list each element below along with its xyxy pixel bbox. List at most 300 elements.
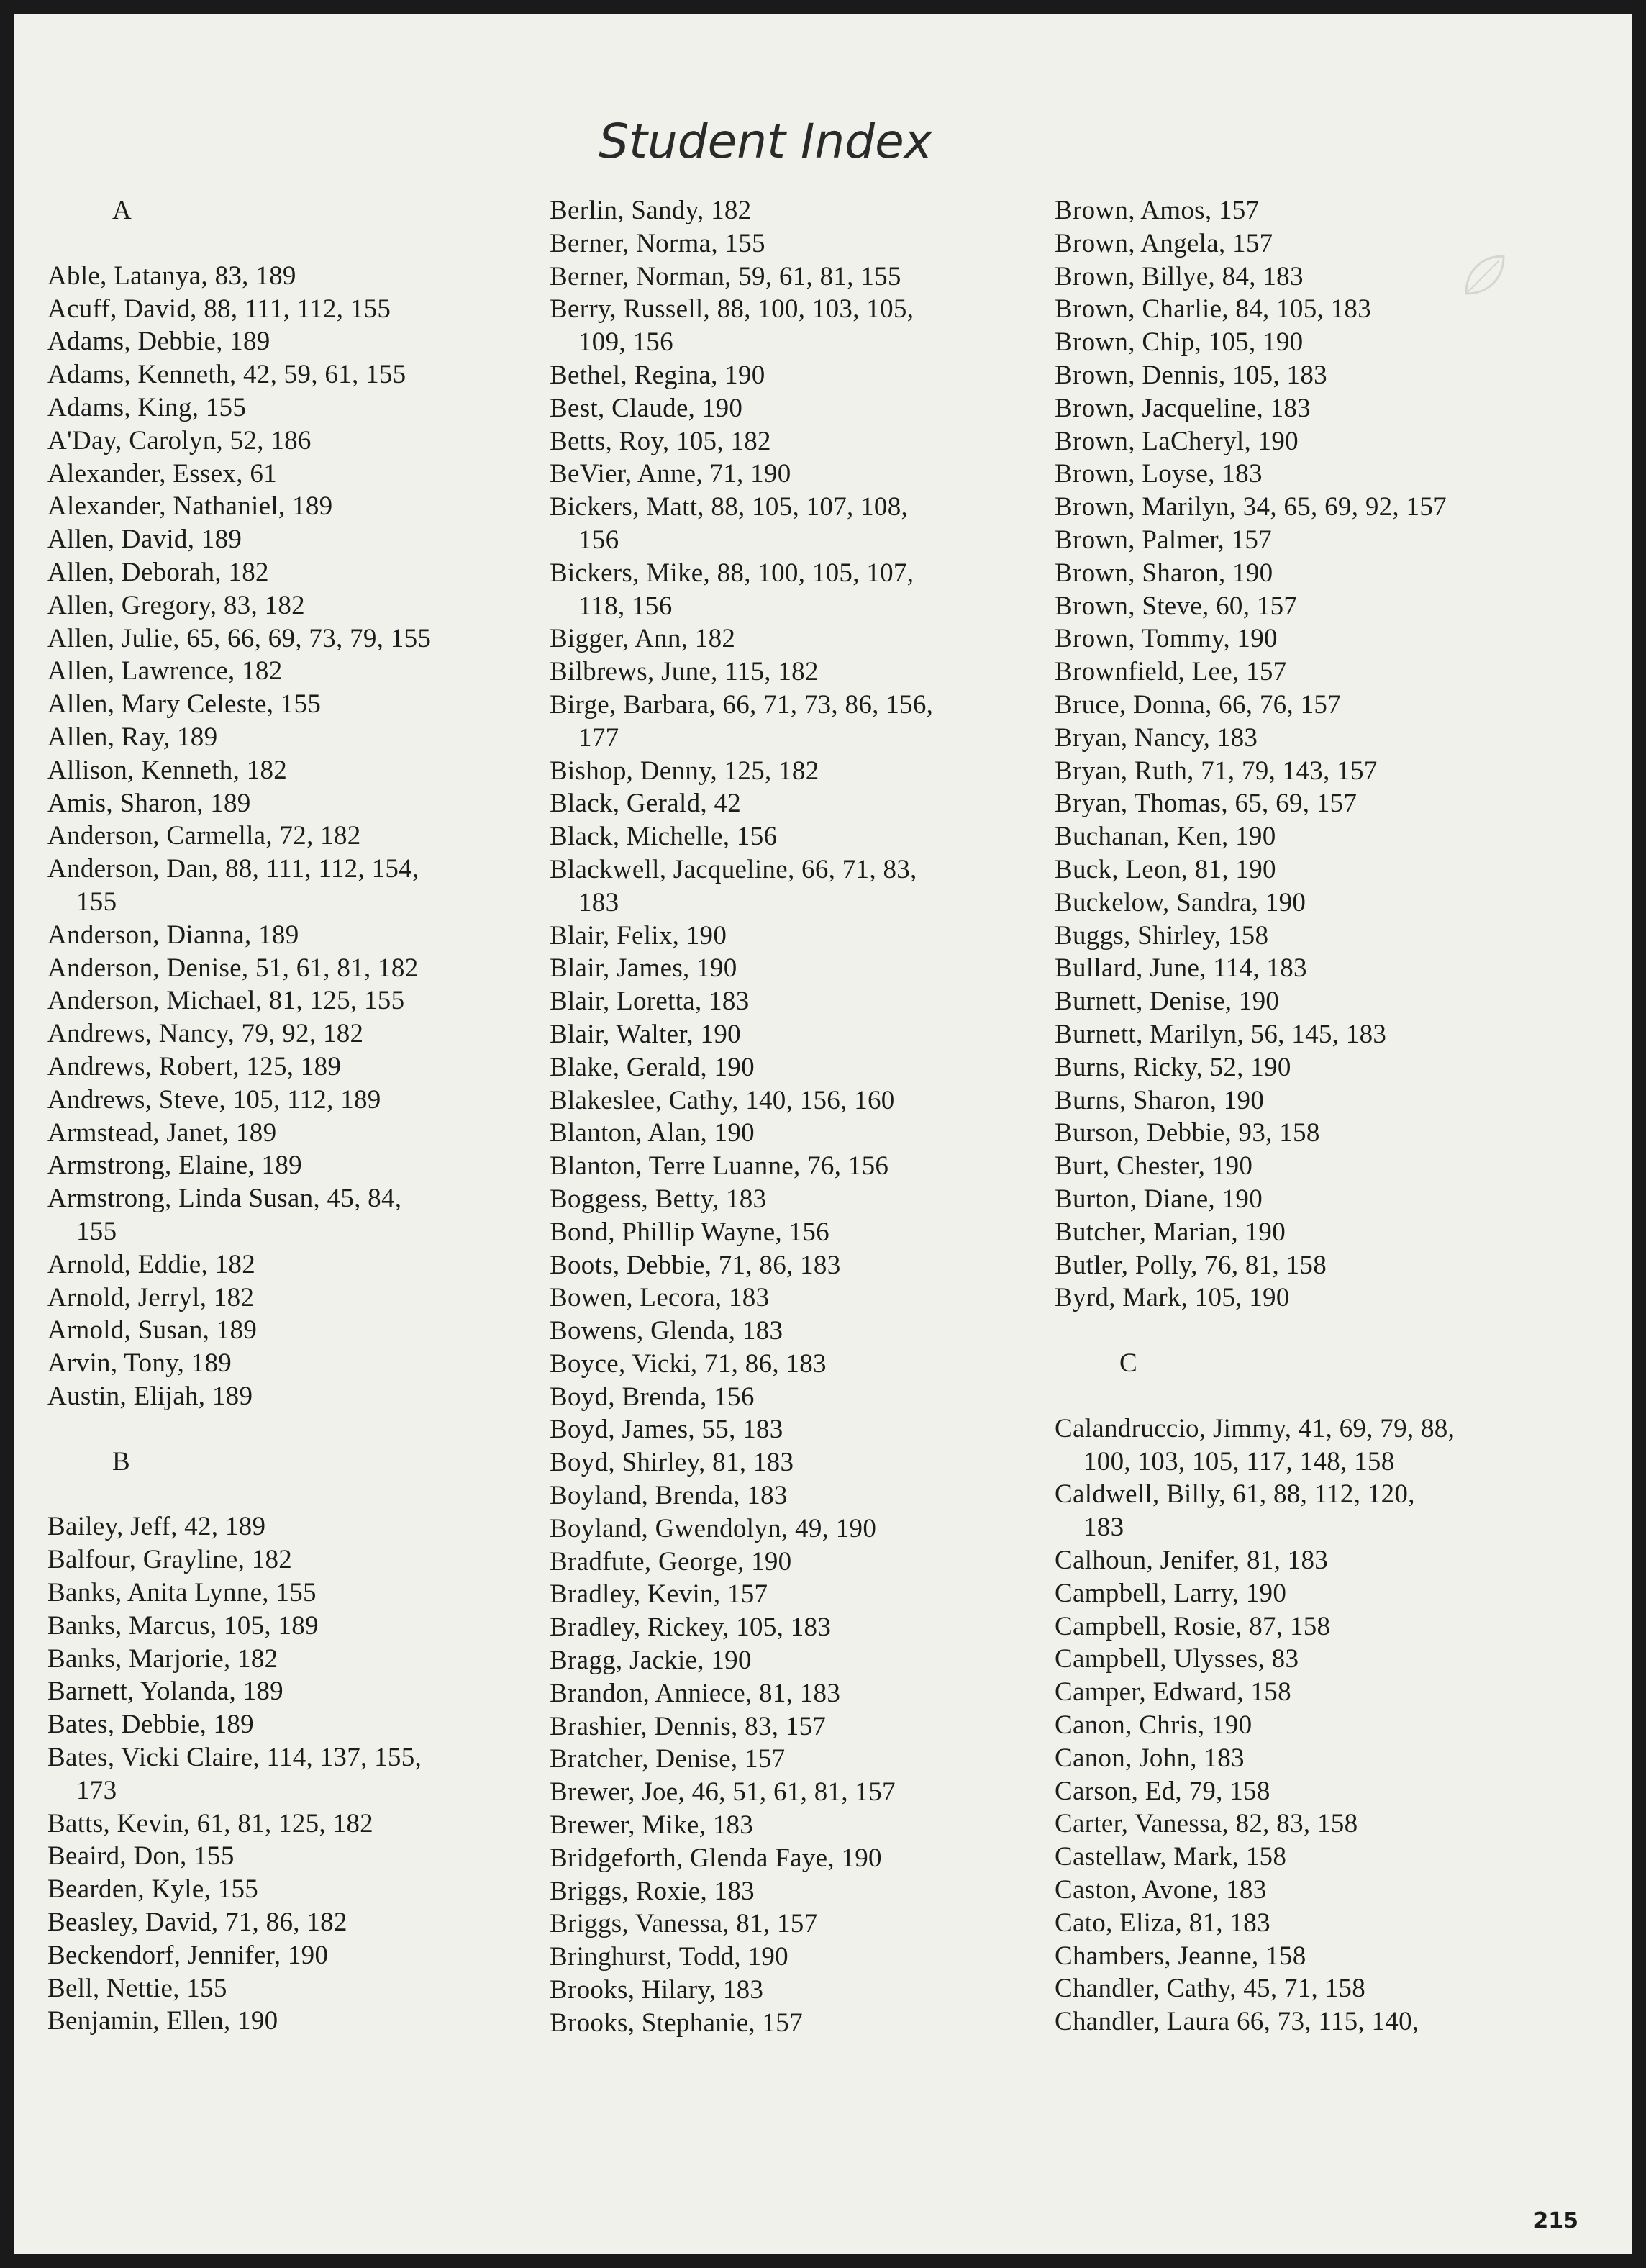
entry-text: Armstead, Janet, 189 bbox=[47, 1117, 277, 1148]
index-entry bbox=[1055, 853, 1558, 886]
entry-text: Alexander, Nathaniel, 189 bbox=[47, 491, 333, 522]
entry-continuation: 173 bbox=[76, 1775, 117, 1805]
index-entry bbox=[550, 491, 1053, 557]
index-entry bbox=[1055, 1544, 1558, 1577]
index-entry bbox=[47, 1380, 551, 1413]
entry-continuation: 155 bbox=[76, 886, 117, 917]
index-entry bbox=[1055, 1709, 1558, 1742]
entry-text: Austin, Elijah, 189 bbox=[47, 1381, 253, 1411]
index-entry bbox=[550, 1908, 1053, 1941]
entry-text: Adams, Debbie, 189 bbox=[47, 327, 270, 357]
entry-text: Barnett, Yolanda, 189 bbox=[47, 1677, 283, 1707]
index-entry bbox=[1055, 656, 1558, 689]
entry-text: Beasley, David, 71, 86, 182 bbox=[47, 1908, 347, 1938]
index-entry bbox=[1055, 1282, 1558, 1315]
section-letter: C bbox=[1119, 1348, 1137, 1379]
index-entry bbox=[1055, 293, 1558, 326]
index-entry bbox=[1055, 227, 1558, 260]
index-entry bbox=[47, 1741, 551, 1807]
entry-text: Able, Latanya, 83, 189 bbox=[47, 260, 296, 291]
index-entry bbox=[47, 1675, 551, 1708]
entry-text: Byrd, Mark, 105, 190 bbox=[1055, 1283, 1290, 1313]
index-entry bbox=[550, 1710, 1053, 1743]
index-entry bbox=[47, 1510, 551, 1543]
entry-text: Brown, Chip, 105, 190 bbox=[1055, 327, 1304, 358]
entry-text: Bryan, Ruth, 71, 79, 143, 157 bbox=[1055, 756, 1378, 786]
index-entry bbox=[550, 1117, 1053, 1150]
entry-text: Blair, Walter, 190 bbox=[550, 1019, 741, 1049]
index-entry bbox=[47, 1643, 551, 1676]
entry-text: Boyce, Vicki, 71, 86, 183 bbox=[550, 1348, 827, 1379]
entry-text: Bridgeforth, Glenda Faye, 190 bbox=[550, 1843, 882, 1873]
entry-text: Anderson, Dianna, 189 bbox=[47, 920, 299, 950]
entry-text: Brown, Amos, 157 bbox=[1055, 196, 1260, 225]
index-entry bbox=[1055, 1478, 1558, 1544]
entry-text: Brashier, Dennis, 83, 157 bbox=[550, 1711, 827, 1741]
index-entry bbox=[47, 1051, 551, 1084]
entry-text: Black, Michelle, 156 bbox=[550, 822, 778, 852]
index-entry bbox=[47, 556, 551, 589]
entry-continuation: 183 bbox=[1083, 1512, 1124, 1543]
entry-continuation: 109, 156 bbox=[578, 327, 673, 358]
index-entry bbox=[47, 1906, 551, 1939]
index-entry bbox=[1055, 952, 1558, 985]
index-entry bbox=[550, 1183, 1053, 1216]
entry-text: Boyland, Gwendolyn, 49, 190 bbox=[550, 1513, 877, 1543]
index-entry bbox=[47, 754, 551, 787]
entry-text: BeVier, Anne, 71, 190 bbox=[550, 459, 791, 489]
index-entry bbox=[550, 425, 1053, 458]
index-entry bbox=[550, 458, 1053, 491]
index-entry bbox=[1055, 1577, 1558, 1610]
entry-text: Allen, Julie, 65, 66, 69, 73, 79, 155 bbox=[47, 623, 432, 653]
entry-text: Campbell, Larry, 190 bbox=[1055, 1578, 1287, 1608]
index-entry bbox=[1055, 1117, 1558, 1150]
entry-text: Arnold, Susan, 189 bbox=[47, 1315, 258, 1346]
entry-text: Bell, Nettie, 155 bbox=[47, 1973, 227, 2003]
entry-text: Burnett, Denise, 190 bbox=[1055, 986, 1280, 1017]
index-entry bbox=[1055, 326, 1558, 359]
index-entry bbox=[550, 1644, 1053, 1677]
entry-text: Bryan, Thomas, 65, 69, 157 bbox=[1055, 789, 1358, 819]
index-entry bbox=[550, 260, 1053, 294]
entry-text: Caston, Avone, 183 bbox=[1055, 1875, 1267, 1905]
index-entry bbox=[550, 1578, 1053, 1611]
index-entry bbox=[1055, 590, 1558, 623]
entry-text: Burt, Chester, 190 bbox=[1055, 1151, 1253, 1181]
index-entry bbox=[1055, 1643, 1558, 1676]
index-entry bbox=[47, 1282, 551, 1315]
entry-text: Banks, Anita Lynne, 155 bbox=[47, 1578, 317, 1608]
index-entry bbox=[550, 1974, 1053, 2007]
index-entry bbox=[1055, 1841, 1558, 1874]
index-entry bbox=[47, 260, 551, 293]
entry-text: Buchanan, Ken, 190 bbox=[1055, 822, 1276, 852]
index-entry bbox=[1055, 557, 1558, 590]
entry-text: Buggs, Shirley, 158 bbox=[1055, 920, 1269, 951]
entry-text: Anderson, Michael, 81, 125, 155 bbox=[47, 986, 405, 1016]
entry-text: Arnold, Jerryl, 182 bbox=[47, 1282, 255, 1312]
page-number: 215 bbox=[1533, 2208, 1578, 2233]
entry-text: Allison, Kenneth, 182 bbox=[47, 755, 288, 785]
page-title: Student Index bbox=[599, 114, 932, 169]
entry-text: Boyd, Brenda, 156 bbox=[550, 1382, 755, 1412]
index-entry bbox=[550, 293, 1053, 359]
entry-text: Brown, Sharon, 190 bbox=[1055, 558, 1273, 588]
entry-text: Bowens, Glenda, 183 bbox=[550, 1316, 783, 1346]
entry-text: Brown, Billye, 84, 183 bbox=[1055, 261, 1304, 291]
index-column-1 bbox=[47, 194, 551, 2038]
index-entry bbox=[550, 1084, 1053, 1117]
index-entry bbox=[550, 1150, 1053, 1183]
entry-text: Boyd, James, 55, 183 bbox=[550, 1415, 783, 1445]
index-entry bbox=[550, 1479, 1053, 1512]
entry-text: Canon, Chris, 190 bbox=[1055, 1710, 1252, 1741]
index-entry bbox=[47, 1017, 551, 1051]
index-entry bbox=[550, 1776, 1053, 1809]
entry-text: Burns, Ricky, 52, 190 bbox=[1055, 1052, 1291, 1082]
entry-text: Bradfute, George, 190 bbox=[550, 1546, 792, 1577]
entry-text: Andrews, Robert, 125, 189 bbox=[47, 1051, 342, 1081]
entry-text: Boyd, Shirley, 81, 183 bbox=[550, 1448, 794, 1478]
index-entry bbox=[47, 820, 551, 853]
entry-text: Brown, Palmer, 157 bbox=[1055, 525, 1272, 555]
entry-text: Banks, Marjorie, 182 bbox=[47, 1643, 278, 1674]
entry-text: Bilbrews, June, 115, 182 bbox=[550, 657, 819, 687]
entry-text: Brooks, Stephanie, 157 bbox=[550, 2008, 803, 2038]
index-entry bbox=[550, 1381, 1053, 1414]
index-entry bbox=[47, 1840, 551, 1873]
index-entry bbox=[47, 589, 551, 622]
index-entry bbox=[1055, 392, 1558, 425]
index-column-2 bbox=[550, 194, 1053, 2040]
index-entry bbox=[47, 1873, 551, 1906]
entry-text: Bradley, Kevin, 157 bbox=[550, 1579, 768, 1610]
entry-text: Blake, Gerald, 190 bbox=[550, 1052, 755, 1082]
index-entry bbox=[550, 1512, 1053, 1546]
index-entry bbox=[47, 1084, 551, 1117]
index-entry bbox=[47, 1972, 551, 2005]
index-entry bbox=[550, 557, 1053, 623]
entry-text: Anderson, Denise, 51, 61, 81, 182 bbox=[47, 953, 419, 983]
index-entry bbox=[47, 391, 551, 425]
index-entry bbox=[550, 656, 1053, 689]
index-entry bbox=[47, 1347, 551, 1380]
entry-text: Bruce, Donna, 66, 76, 157 bbox=[1055, 689, 1341, 720]
index-entry bbox=[1055, 458, 1558, 491]
entry-text: Black, Gerald, 42 bbox=[550, 789, 742, 819]
index-entry bbox=[1055, 985, 1558, 1018]
entry-text: Buck, Leon, 81, 190 bbox=[1055, 854, 1276, 884]
index-entry bbox=[47, 655, 551, 688]
index-entry bbox=[47, 853, 551, 919]
index-entry bbox=[1055, 622, 1558, 656]
index-entry bbox=[47, 984, 551, 1017]
index-entry bbox=[1055, 1051, 1558, 1084]
entry-text: Brewer, Mike, 183 bbox=[550, 1810, 754, 1841]
entry-text: Brown, Angela, 157 bbox=[1055, 228, 1273, 258]
index-entry bbox=[1055, 524, 1558, 557]
entry-text: Bigger, Ann, 182 bbox=[550, 624, 736, 654]
entry-text: Carson, Ed, 79, 158 bbox=[1055, 1776, 1270, 1806]
entry-text: Chambers, Jeanne, 158 bbox=[1055, 1941, 1306, 1971]
entry-text: Andrews, Nancy, 79, 92, 182 bbox=[47, 1019, 364, 1049]
index-entry bbox=[47, 1807, 551, 1841]
index-entry bbox=[550, 920, 1053, 953]
entry-text: Blair, Loretta, 183 bbox=[550, 986, 750, 1017]
entry-text: Bullard, June, 114, 183 bbox=[1055, 953, 1307, 984]
index-entry bbox=[47, 293, 551, 326]
index-entry bbox=[550, 1611, 1053, 1644]
entry-text: Bailey, Jeff, 42, 189 bbox=[47, 1512, 266, 1542]
entry-text: Briggs, Roxie, 183 bbox=[550, 1876, 755, 1906]
index-entry bbox=[550, 194, 1053, 227]
entry-text: Blackwell, Jacqueline, 66, 71, 83, bbox=[550, 854, 917, 884]
index-entry bbox=[550, 359, 1053, 392]
index-entry bbox=[47, 425, 551, 458]
entry-text: Anderson, Carmella, 72, 182 bbox=[47, 821, 361, 851]
index-entry bbox=[550, 853, 1053, 920]
entry-text: Anderson, Dan, 88, 111, 112, 154, bbox=[47, 854, 419, 884]
index-entry bbox=[47, 1577, 551, 1610]
entry-text: Banks, Marcus, 105, 189 bbox=[47, 1610, 319, 1641]
section-letter: A bbox=[112, 196, 132, 225]
entry-text: Canon, John, 183 bbox=[1055, 1743, 1245, 1773]
index-entry bbox=[1055, 359, 1558, 392]
entry-text: Castellaw, Mark, 158 bbox=[1055, 1842, 1287, 1872]
entry-text: Blanton, Alan, 190 bbox=[550, 1118, 755, 1148]
entry-text: Caldwell, Billy, 61, 88, 112, 120, bbox=[1055, 1479, 1415, 1510]
index-entry bbox=[550, 1315, 1053, 1348]
entry-text: Allen, Lawrence, 182 bbox=[47, 656, 283, 686]
index-entry bbox=[550, 1413, 1053, 1446]
index-entry bbox=[47, 1543, 551, 1577]
entry-text: Chandler, Laura 66, 73, 115, 140, bbox=[1055, 2007, 1419, 2037]
entry-text: Boots, Debbie, 71, 86, 183 bbox=[550, 1250, 841, 1280]
index-entry bbox=[550, 1249, 1053, 1282]
index-entry bbox=[550, 1216, 1053, 1249]
entry-text: Butcher, Marian, 190 bbox=[1055, 1217, 1286, 1247]
index-entry bbox=[1055, 1249, 1558, 1282]
entry-text: Benjamin, Ellen, 190 bbox=[47, 2006, 278, 2036]
entry-text: Bickers, Mike, 88, 100, 105, 107, bbox=[550, 558, 914, 588]
entry-text: Bratcher, Denise, 157 bbox=[550, 1744, 786, 1774]
index-entry bbox=[550, 1875, 1053, 1908]
entry-text: Adams, King, 155 bbox=[47, 392, 247, 422]
index-entry bbox=[1055, 886, 1558, 920]
entry-text: Armstrong, Elaine, 189 bbox=[47, 1151, 302, 1181]
index-entry bbox=[47, 1610, 551, 1643]
entry-text: Brandon, Anniece, 81, 183 bbox=[550, 1678, 841, 1708]
entry-text: A'Day, Carolyn, 52, 186 bbox=[47, 425, 312, 455]
entry-text: Brown, Tommy, 190 bbox=[1055, 624, 1278, 654]
index-entry bbox=[1055, 260, 1558, 294]
index-entry bbox=[47, 490, 551, 523]
index-entry bbox=[1055, 755, 1558, 788]
index-entry bbox=[1055, 1084, 1558, 1117]
entry-continuation: 156 bbox=[578, 525, 619, 555]
entry-text: Brown, Steve, 60, 157 bbox=[1055, 591, 1298, 621]
index-entry bbox=[550, 392, 1053, 425]
entry-text: Balfour, Grayline, 182 bbox=[47, 1545, 293, 1575]
entry-text: Burnett, Marilyn, 56, 145, 183 bbox=[1055, 1019, 1387, 1049]
entry-continuation: 177 bbox=[578, 722, 619, 753]
entry-text: Brown, Charlie, 84, 105, 183 bbox=[1055, 294, 1372, 325]
index-entry bbox=[1055, 787, 1558, 820]
entry-text: Briggs, Vanessa, 81, 157 bbox=[550, 1909, 818, 1939]
entry-text: Bickers, Matt, 88, 105, 107, 108, bbox=[550, 492, 909, 522]
index-entry bbox=[550, 1941, 1053, 1974]
entry-text: Acuff, David, 88, 111, 112, 155 bbox=[47, 294, 391, 324]
index-entry bbox=[47, 721, 551, 754]
index-entry bbox=[47, 919, 551, 952]
index-entry bbox=[550, 1348, 1053, 1381]
index-entry bbox=[550, 2007, 1053, 2040]
index-entry bbox=[1055, 1775, 1558, 1808]
entry-text: Blair, Felix, 190 bbox=[550, 920, 727, 951]
index-entry bbox=[550, 689, 1053, 755]
entry-text: Bond, Phillip Wayne, 156 bbox=[550, 1217, 829, 1247]
entry-text: Arvin, Tony, 189 bbox=[47, 1348, 232, 1379]
index-entry bbox=[47, 1314, 551, 1347]
entry-text: Bradley, Rickey, 105, 183 bbox=[550, 1612, 832, 1643]
index-entry bbox=[47, 1939, 551, 1972]
entry-text: Brooks, Hilary, 183 bbox=[550, 1975, 764, 2005]
index-entry bbox=[1055, 1183, 1558, 1216]
index-entry bbox=[47, 2005, 551, 2038]
index-entry bbox=[1055, 1216, 1558, 1249]
index-entry bbox=[1055, 1150, 1558, 1183]
entry-text: Brown, Jacqueline, 183 bbox=[1055, 393, 1311, 423]
index-entry bbox=[47, 1117, 551, 1150]
index-entry bbox=[550, 820, 1053, 853]
entry-text: Batts, Kevin, 61, 81, 125, 182 bbox=[47, 1808, 373, 1838]
index-entry bbox=[1055, 1940, 1558, 1973]
section-letter: B bbox=[112, 1446, 130, 1477]
entry-continuation: 183 bbox=[578, 887, 619, 917]
entry-text: Blanton, Terre Luanne, 76, 156 bbox=[550, 1151, 889, 1181]
index-entry bbox=[550, 1018, 1053, 1051]
entry-text: Beaird, Don, 155 bbox=[47, 1841, 235, 1872]
index-entry bbox=[1055, 1972, 1558, 2005]
entry-text: Campbell, Ulysses, 83 bbox=[1055, 1644, 1299, 1674]
entry-text: Calhoun, Jenifer, 81, 183 bbox=[1055, 1546, 1329, 1576]
entry-text: Blair, James, 190 bbox=[550, 953, 737, 984]
entry-text: Arnold, Eddie, 182 bbox=[47, 1249, 256, 1279]
entry-text: Best, Claude, 190 bbox=[550, 393, 743, 423]
entry-text: Betts, Roy, 105, 182 bbox=[550, 426, 771, 456]
entry-text: Brown, LaCheryl, 190 bbox=[1055, 426, 1299, 456]
index-entry bbox=[1055, 1807, 1558, 1841]
index-entry bbox=[550, 622, 1053, 656]
entry-text: Beckendorf, Jennifer, 190 bbox=[47, 1940, 329, 1970]
index-entry bbox=[550, 1809, 1053, 1842]
index-entry bbox=[47, 787, 551, 820]
index-entry bbox=[47, 458, 551, 491]
index-entry bbox=[1055, 1018, 1558, 1051]
entry-text: Allen, Mary Celeste, 155 bbox=[47, 689, 322, 720]
entry-text: Allen, Deborah, 182 bbox=[47, 557, 269, 587]
index-entry bbox=[1055, 689, 1558, 722]
index-entry bbox=[47, 358, 551, 391]
entry-text: Bishop, Denny, 125, 182 bbox=[550, 756, 819, 786]
entry-text: Birge, Barbara, 66, 71, 73, 86, 156, bbox=[550, 689, 934, 720]
entry-text: Burton, Diane, 190 bbox=[1055, 1184, 1263, 1214]
entry-text: Bethel, Regina, 190 bbox=[550, 360, 765, 390]
index-entry bbox=[550, 227, 1053, 260]
index-entry bbox=[47, 1149, 551, 1182]
entry-text: Chandler, Cathy, 45, 71, 158 bbox=[1055, 1974, 1366, 2004]
index-entry bbox=[550, 1743, 1053, 1776]
entry-text: Bryan, Nancy, 183 bbox=[1055, 722, 1258, 753]
entry-text: Berry, Russell, 88, 100, 103, 105, bbox=[550, 294, 914, 325]
entry-text: Berner, Norman, 59, 61, 81, 155 bbox=[550, 261, 901, 291]
index-entry bbox=[47, 325, 551, 358]
entry-text: Bates, Vicki Claire, 114, 137, 155, bbox=[47, 1743, 422, 1773]
entry-text: Berlin, Sandy, 182 bbox=[550, 196, 752, 225]
entry-text: Bearden, Kyle, 155 bbox=[47, 1874, 259, 1905]
index-entry bbox=[1055, 425, 1558, 458]
entry-text: Burns, Sharon, 190 bbox=[1055, 1085, 1265, 1115]
index-entry bbox=[47, 688, 551, 721]
entry-text: Bringhurst, Todd, 190 bbox=[550, 1942, 788, 1972]
index-entry bbox=[550, 985, 1053, 1018]
entry-text: Bowen, Lecora, 183 bbox=[550, 1283, 770, 1313]
entry-text: Bragg, Jackie, 190 bbox=[550, 1646, 752, 1676]
entry-text: Blakeslee, Cathy, 140, 156, 160 bbox=[550, 1085, 895, 1115]
index-column-3 bbox=[1055, 194, 1558, 2038]
entry-text: Amis, Sharon, 189 bbox=[47, 788, 251, 818]
index-entry bbox=[1055, 1907, 1558, 1940]
entry-continuation: 118, 156 bbox=[578, 591, 673, 621]
index-entry bbox=[1055, 1412, 1558, 1479]
index-entry bbox=[550, 787, 1053, 820]
index-entry bbox=[1055, 1742, 1558, 1775]
entry-text: Boyland, Brenda, 183 bbox=[550, 1481, 788, 1511]
index-entry bbox=[1055, 1676, 1558, 1709]
index-entry bbox=[47, 1708, 551, 1741]
index-entry bbox=[1055, 820, 1558, 853]
entry-text: Brown, Loyse, 183 bbox=[1055, 459, 1263, 489]
index-entry bbox=[1055, 194, 1558, 227]
entry-text: Brown, Dennis, 105, 183 bbox=[1055, 360, 1327, 390]
index-entry bbox=[1055, 2005, 1558, 2038]
entry-continuation: 100, 103, 105, 117, 148, 158 bbox=[1083, 1446, 1395, 1477]
entry-text: Brown, Marilyn, 34, 65, 69, 92, 157 bbox=[1055, 492, 1447, 522]
index-entry bbox=[47, 1182, 551, 1248]
entry-text: Alexander, Essex, 61 bbox=[47, 458, 277, 489]
entry-text: Butler, Polly, 76, 81, 158 bbox=[1055, 1250, 1327, 1280]
index-entry bbox=[47, 1248, 551, 1282]
entry-text: Campbell, Rosie, 87, 158 bbox=[1055, 1611, 1331, 1641]
index-entry bbox=[550, 1446, 1053, 1479]
index-entry bbox=[47, 952, 551, 985]
index-entry bbox=[550, 1677, 1053, 1710]
entry-text: Allen, Ray, 189 bbox=[47, 722, 218, 752]
entry-text: Buckelow, Sandra, 190 bbox=[1055, 887, 1306, 917]
entry-text: Brownfield, Lee, 157 bbox=[1055, 657, 1287, 687]
entry-text: Carter, Vanessa, 82, 83, 158 bbox=[1055, 1809, 1358, 1839]
index-entry bbox=[1055, 1610, 1558, 1643]
index-entry bbox=[550, 1546, 1053, 1579]
entry-text: Bates, Debbie, 189 bbox=[47, 1710, 254, 1740]
entry-text: Adams, Kenneth, 42, 59, 61, 155 bbox=[47, 360, 406, 390]
entry-text: Armstrong, Linda Susan, 45, 84, bbox=[47, 1184, 402, 1214]
entry-text: Camper, Edward, 158 bbox=[1055, 1677, 1291, 1707]
index-entry bbox=[1055, 722, 1558, 755]
index-entry bbox=[550, 1282, 1053, 1315]
entry-text: Allen, Gregory, 83, 182 bbox=[47, 590, 305, 620]
